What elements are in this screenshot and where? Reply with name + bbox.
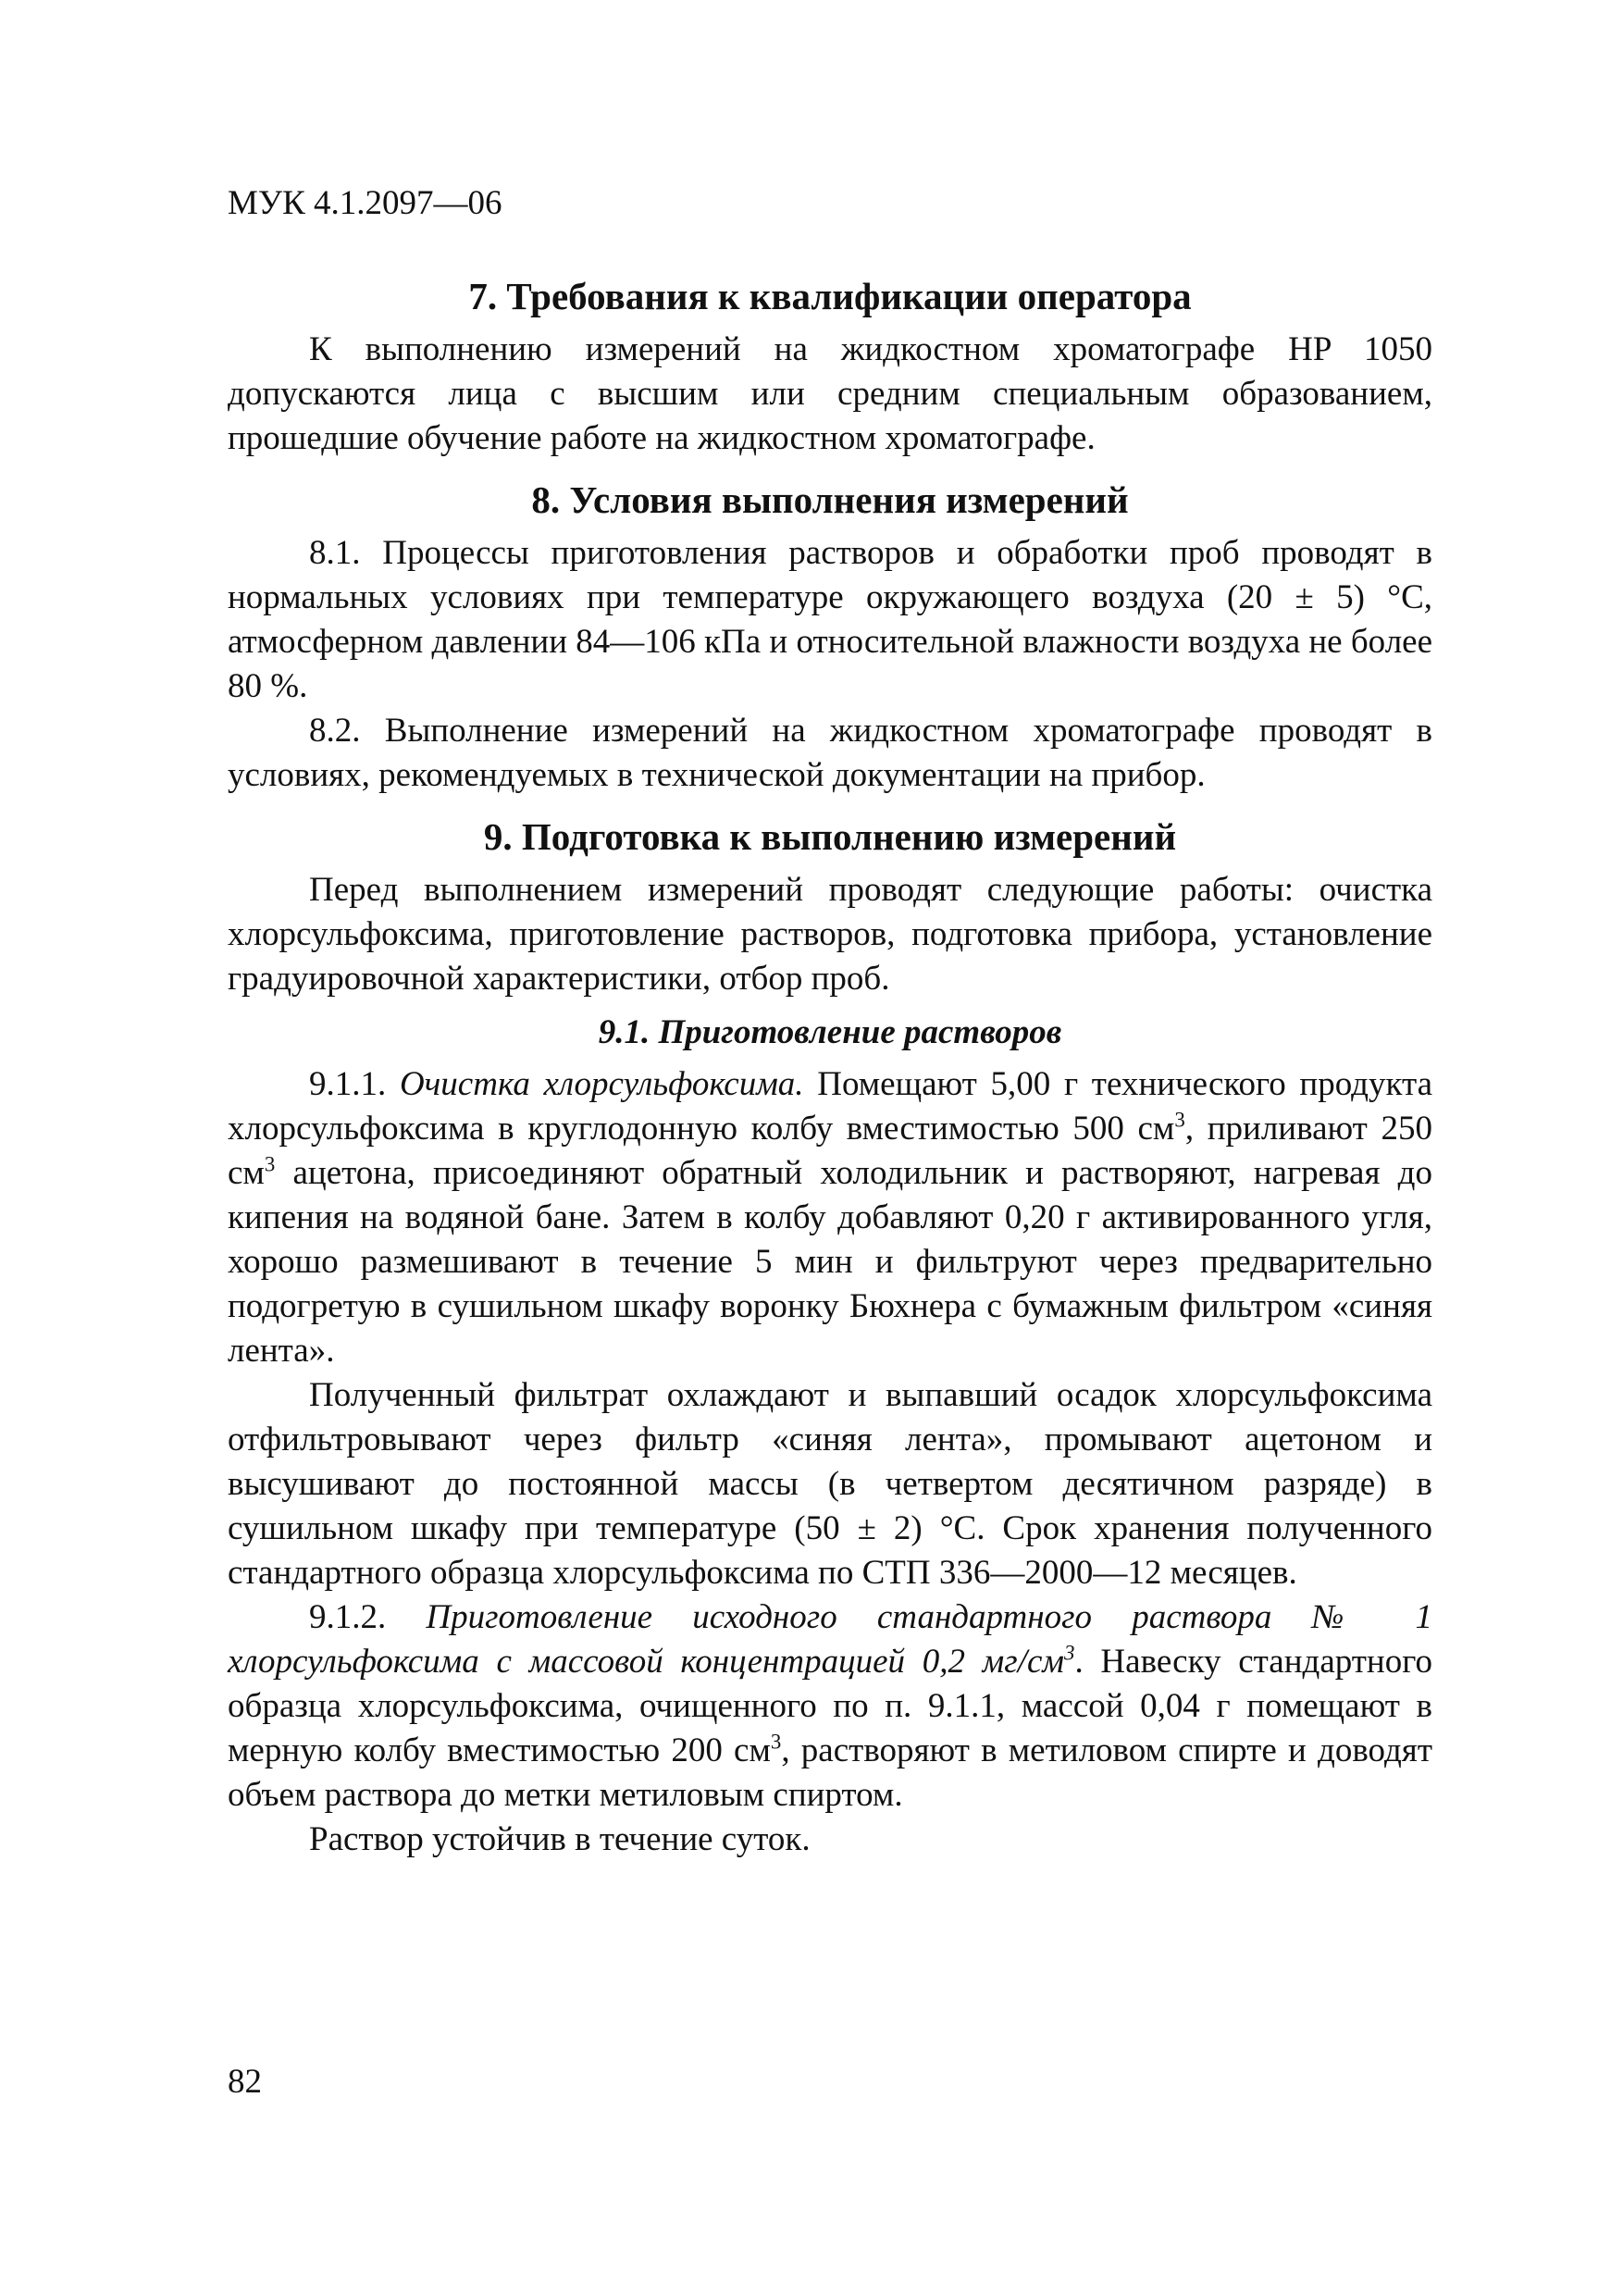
section-7-title: 7. Требования к квалификации оператора [468,275,1192,317]
section-7-paragraph: К выполнению измерений на жидкостном хроматографе HP 1050 допускаются лица с высшим или средним специальным образованием, прошедшие обучение работе на жидкостном хроматографе. [228,330,1432,457]
superscript-cubed: 3 [1064,1641,1075,1665]
section-8-2-paragraph: 8.2. Выполнение измерений на жидкостном хроматографе проводят в условиях, рекомендуемых в технической документации на прибор. [228,712,1432,794]
paragraph-9-1-1-number: 9.1.1. [309,1065,387,1103]
paragraph-9-1-1-text-c: ацетона, присоединяют обратный холодильник и растворяют, нагревая до кипения на водяной бане. Затем в колбу добавляют 0,20 г активированного угля, хорошо размешивают в течение 5 мин и фильтруют через предварительно подогретую в сушильном шкафу воронку Бюхнера с бумажным фильтром «синяя лента». [228,1154,1432,1370]
paragraph-9-1-2-title-text: Приготовление исходного стандартного раствора № 1 хлорсульфоксима с массовой концентрацией 0,2 мг/см [228,1598,1432,1681]
running-header: МУК 4.1.2097—06 [228,184,502,222]
superscript-cubed: 3 [770,1730,782,1754]
paragraph-9-1-1 [228,1062,1432,1373]
page-content [228,270,1432,1862]
superscript-cubed: 3 [264,1152,276,1176]
paragraph-9-1-1-continued: Полученный фильтрат охлаждают и выпавший осадок хлорсульфоксима отфильтровывают через фильтр «синяя лента», промывают ацетоном и высушивают до постоянной массы (в четвертом десятичном разряде) в сушильном шкафу при температуре (50 ± 2) °С. Срок хранения полученного стандартного образца хлорсульфоксима по СТП 336—2000—12 месяцев. [228,1376,1432,1592]
superscript-cubed: 3 [1174,1108,1185,1132]
page-number: 82 [228,2063,262,2101]
paragraph-9-1-1-text-a: Помещают 5,00 г технического продукта хлорсульфоксима в круглодонную колбу вместимостью 500 см [228,1065,1433,1148]
paragraph-9-1-1-title: Очистка хлорсульфоксима. [399,1065,804,1103]
subsection-9-1-title: 9.1. Приготовление растворов [598,1013,1062,1051]
paragraph-9-1-2-text-b: , растворяют в метиловом спирте и доводят объем раствора до метки метиловым спиртом. [228,1731,1432,1814]
paragraph-9-1-2-number: 9.1.2. [309,1598,387,1636]
section-9-intro-paragraph: Перед выполнением измерений проводят следующие работы: очистка хлорсульфоксима, приготовление растворов, подготовка прибора, установление градуировочной характеристики, отбор проб. [228,871,1432,998]
section-9-title: 9. Подготовка к выполнению измерений [483,815,1177,858]
section-8-1-paragraph: 8.1. Процессы приготовления растворов и обработки проб проводят в нормальных условиях при температуре окружающего воздуха (20 ± 5) °С, атмосферном давлении 84—106 кПа и относительной влажности воздуха не более 80 %. [228,534,1432,705]
paragraph-9-1-2 [228,1595,1432,1818]
section-8-title: 8. Условия выполнения измерений [531,478,1129,521]
paragraph-9-1-1-text-b: , приливают 250 см [228,1110,1432,1192]
paragraph-9-1-2-note: Раствор устойчив в течение суток. [309,1820,811,1858]
paragraph-9-1-2-text-a: . Навеску стандартного образца хлорсульфоксима, очищенного по п. 9.1.1, массой 0,04 г помещают в мерную колбу вместимостью 200 см [228,1643,1432,1769]
